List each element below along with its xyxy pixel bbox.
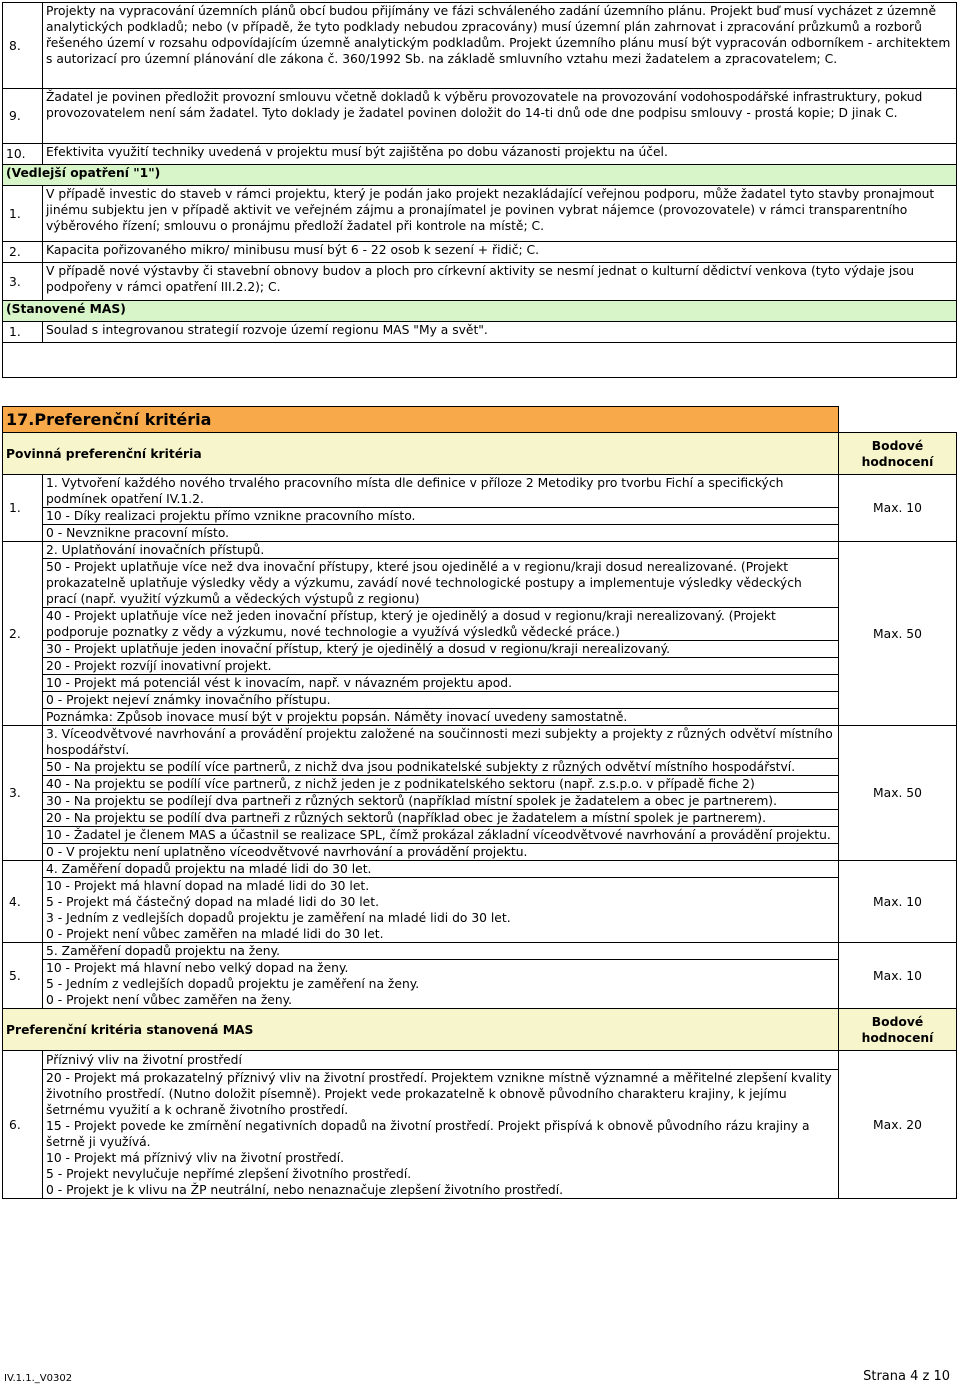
pref-option: 20 - Na projektu se podílí dva partneři z různých sektorů (například obec je žadatelem a místní spolek je partnerem). bbox=[43, 809, 838, 826]
pref-item-text bbox=[43, 475, 839, 542]
pref-criterion-title: Příznivý vliv na životní prostředí bbox=[46, 1053, 242, 1067]
pref-number: 1. bbox=[3, 475, 43, 542]
pref-item-text bbox=[43, 542, 839, 726]
pref-item-row bbox=[3, 542, 957, 726]
pref-option: 40 - Projekt uplatňuje více než jeden inovační přístup, který je ojedinělý a dosud v regionu/kraji nerealizovaný. (Projekt podporuje poznatky z vědy a výzkumu, nové technologie a využívá výsledků vědecké práce.) bbox=[43, 607, 838, 640]
pref-item-text bbox=[43, 726, 839, 861]
row-number: 1. bbox=[3, 186, 43, 242]
rating-header: Bodové hodnocení bbox=[839, 433, 957, 475]
pref-max: Max. 50 bbox=[839, 726, 957, 861]
pref-item-row bbox=[3, 726, 957, 861]
row-number: 1. bbox=[3, 322, 43, 343]
pref-max: Max. 10 bbox=[839, 943, 957, 1009]
section-vedlejsi-title: (Vedlejší opatření "1") bbox=[3, 165, 957, 186]
rating-header: Bodové hodnocení bbox=[839, 1009, 957, 1051]
povinna-title: Povinná preferenční kritéria bbox=[3, 433, 839, 475]
mas-title: Preferenční kritéria stanovená MAS bbox=[3, 1009, 839, 1051]
pref-option: 0 - Nevznikne pracovní místo. bbox=[43, 524, 838, 541]
pref-number: 2. bbox=[3, 542, 43, 726]
pref-option: 20 - Projekt rozvíjí inovativní projekt. bbox=[43, 657, 838, 674]
pref-option: 50 - Na projektu se podílí více partnerů, z nichž dva jsou podnikatelské subjekty z různých odvětví místního hospodářství. bbox=[43, 758, 838, 775]
section-row bbox=[3, 165, 957, 186]
pref-criterion-title: 2. Uplatňování inovačních přístupů. bbox=[46, 543, 265, 557]
pref-criterion-title: 1. Vytvoření každého nového trvalého pracovního místa dle definice v příloze 2 Metodiky pro tvorbu Fichí a specifických podmínek opatření IV.1.2. bbox=[46, 476, 784, 506]
pref-item-row bbox=[3, 1051, 957, 1199]
footer-code: IV.1.1._V0302 bbox=[4, 1373, 73, 1384]
condition-text: Efektivita využití techniky uvedená v projektu musí být zajištěna po dobu vázanosti projektu na účel. bbox=[43, 144, 957, 165]
pref-criterion-title: 3. Víceodvětvové navrhování a provádění projektu založené na součinnosti mezi subjekty a projekty z různých odvětví místního hospodářství. bbox=[46, 727, 833, 757]
condition-text: Projekty na vypracování územních plánů obcí budou přijímány ve fázi schváleného zadání územního plánu. Projekt buď musí vycházet z územně analytických podkladů; nebo (v případě, že tyto podklady nebudou zpracovány) musí územní plán zahrnovat i zpracování průzkumů a rozborů řešeného území v rozsahu odpovídajícím územně analytickým podkladům. Projekt územního plánu musí být vypracován odborníkem - architektem s autorizací pro územní plánování dle zákona č. 360/1992 Sb. na základě smluvního vztahu mezi žadatelem a zpracovatelem; C. bbox=[43, 3, 957, 89]
pref-option: 50 - Projekt uplatňuje více než dva inovační přístupy, které jsou ojedinělé a v regionu/kraji dosud nerealizované. (Projekt prokazatelně uplatňuje výsledky vědy a výzkumu, zavádí nové technologické postupy a implementuje výsledky vědeckých prací (např. využití výzkumů a vědeckých výstupů z regionu) bbox=[43, 558, 838, 607]
pref-option: 0 - Projekt nejeví známky inovačního přístupu. bbox=[43, 691, 838, 708]
pref-options: 20 - Projekt má prokazatelný příznivý vliv na životní prostředí. Projektem vznikne místně významné a měřitelné zlepšení kvality životního prostředí. (Nutno doložit písemně). Projekt vede prokazatelně k obnově původního charakteru krajiny, k jejímu šetrnému využití a k ochraně životního prostředí. 15 - Projekt povede ke zmírnění negativních dopadů na životní prostředí. Projekt přispívá k obnově původního rázu krajiny a šetrně ji využívá. 10 - Projekt má příznivý vliv na životní prostředí. 5 - Projekt nevylučuje nepřímé zlepšení životního prostředí. 0 - Projekt je k vlivu na ŽP neutrální, nebo nenaznačuje zlepšení životního prostředí. bbox=[43, 1069, 838, 1198]
pref-item-row bbox=[3, 861, 957, 943]
pref-option: 10 - Projekt má potenciál vést k inovacím, např. v návazném projektu apod. bbox=[43, 674, 838, 691]
pref-number: 6. bbox=[3, 1051, 43, 1199]
pref-option: 40 - Na projektu se podílí více partnerů, z nichž jeden je z podnikatelského sektoru (např. z.s.p.o. v případě fiche 2) bbox=[43, 775, 838, 792]
pref-note: Poznámka: Způsob inovace musí být v projektu popsán. Náměty inovací uvedeny samostatně. bbox=[43, 708, 838, 725]
pref-title-text: 17.Preferenční kritéria bbox=[6, 409, 212, 429]
pref-max: Max. 20 bbox=[839, 1051, 957, 1199]
pref-criterion-title: 4. Zaměření dopadů projektu na mladé lidi do 30 let. bbox=[46, 862, 372, 876]
pref-option: 30 - Projekt uplatňuje jeden inovační přístup, který je ojedinělý a dosud v regionu/kraji nerealizovaný. bbox=[43, 640, 838, 657]
preference-table bbox=[2, 406, 957, 1199]
pref-item-text bbox=[43, 1051, 839, 1199]
blank-row bbox=[3, 343, 957, 378]
condition-text: V případě investic do staveb v rámci projektu, který je podán jako projekt nezakládající veřejnou podporu, může žadatel tyto stavby pronajmout jinému subjektu jen v případě aktivit ve veřejném zájmu a pronajímatel je povinen vybrat nájemce (provozovatele) v rámci transparentního výběrového řízení; smlouvu o pronájmu předloží žadatel při kontrole na místě; C. bbox=[43, 186, 957, 242]
row-number: 9. bbox=[3, 89, 43, 144]
pref-title-row bbox=[3, 407, 957, 433]
pref-max: Max. 10 bbox=[839, 475, 957, 542]
condition-row bbox=[3, 242, 957, 263]
condition-text: Žadatel je povinen předložit provozní smlouvu včetně dokladů k výběru provozovatele na provozování vodohospodářské infrastruktury, pokud provozovatelem není sám žadatel. Tyto doklady je žadatel povinen doložit do 14-ti dnů ode dne podpisu smlouvy - prostá kopie; D jinak C. bbox=[43, 89, 957, 144]
footer-page-number: Strana 4 z 10 bbox=[863, 1369, 950, 1384]
pref-title bbox=[3, 407, 839, 433]
pref-number: 3. bbox=[3, 726, 43, 861]
pref-options: 10 - Projekt má hlavní nebo velký dopad na ženy. 5 - Jedním z vedlejších dopadů projektu je zaměření na ženy. 0 - Projekt není vůbec zaměřen na ženy. bbox=[43, 959, 838, 1008]
pref-max: Max. 50 bbox=[839, 542, 957, 726]
row-number: 2. bbox=[3, 242, 43, 263]
row-number: 3. bbox=[3, 263, 43, 301]
pref-item-text bbox=[43, 943, 839, 1009]
condition-row bbox=[3, 144, 957, 165]
condition-row bbox=[3, 186, 957, 242]
pref-item-row bbox=[3, 475, 957, 542]
section-stanovene-title: (Stanovené MAS) bbox=[3, 301, 957, 322]
condition-text: Kapacita pořizovaného mikro/ minibusu musí být 6 - 22 osob k sezení + řidič; C. bbox=[43, 242, 957, 263]
condition-row bbox=[3, 263, 957, 301]
pref-number: 5. bbox=[3, 943, 43, 1009]
conditions-table bbox=[2, 2, 957, 378]
section-row bbox=[3, 301, 957, 322]
condition-text: Soulad s integrovanou strategií rozvoje území regionu MAS "My a svět". bbox=[43, 322, 957, 343]
povinna-header-row bbox=[3, 433, 957, 475]
pref-option: 10 - Žadatel je členem MAS a účastnil se realizace SPL, čímž prokázal základní víceodvětvové navrhování a provádění projektu. bbox=[43, 826, 838, 843]
condition-row bbox=[3, 3, 957, 89]
condition-text: V případě nové výstavby či stavební obnovy budov a ploch pro církevní aktivity se nesmí jednat o kulturní dědictví venkova (tyto výdaje jsou podpořeny v rámci opatření III.2.2); C. bbox=[43, 263, 957, 301]
pref-option: 10 - Díky realizaci projektu přímo vznikne pracovního místo. bbox=[43, 507, 838, 524]
pref-number: 4. bbox=[3, 861, 43, 943]
pref-item-row bbox=[3, 943, 957, 1009]
pref-option: 30 - Na projektu se podílejí dva partneři z různých sektorů (například místní spolek je žadatelem a obec je partnerem). bbox=[43, 792, 838, 809]
blank-cell bbox=[3, 343, 957, 378]
pref-options: 10 - Projekt má hlavní dopad na mladé lidi do 30 let. 5 - Projekt má částečný dopad na mladé lidi do 30 let. 3 - Jedním z vedlejších dopadů projektu je zaměření na mladé lidi do 30 let. 0 - Projekt není vůbec zaměřen na mladé lidi do 30 let. bbox=[43, 877, 838, 942]
pref-item-text bbox=[43, 861, 839, 943]
condition-row bbox=[3, 89, 957, 144]
pref-max: Max. 10 bbox=[839, 861, 957, 943]
row-number: 8. bbox=[3, 3, 43, 89]
spacer bbox=[839, 407, 957, 433]
pref-criterion-title: 5. Zaměření dopadů projektu na ženy. bbox=[46, 944, 281, 958]
pref-option: 0 - V projektu není uplatněno víceodvětvové navrhování a provádění projektu. bbox=[43, 843, 838, 860]
condition-row bbox=[3, 322, 957, 343]
mas-header-row bbox=[3, 1009, 957, 1051]
row-number: 10. bbox=[3, 144, 43, 165]
